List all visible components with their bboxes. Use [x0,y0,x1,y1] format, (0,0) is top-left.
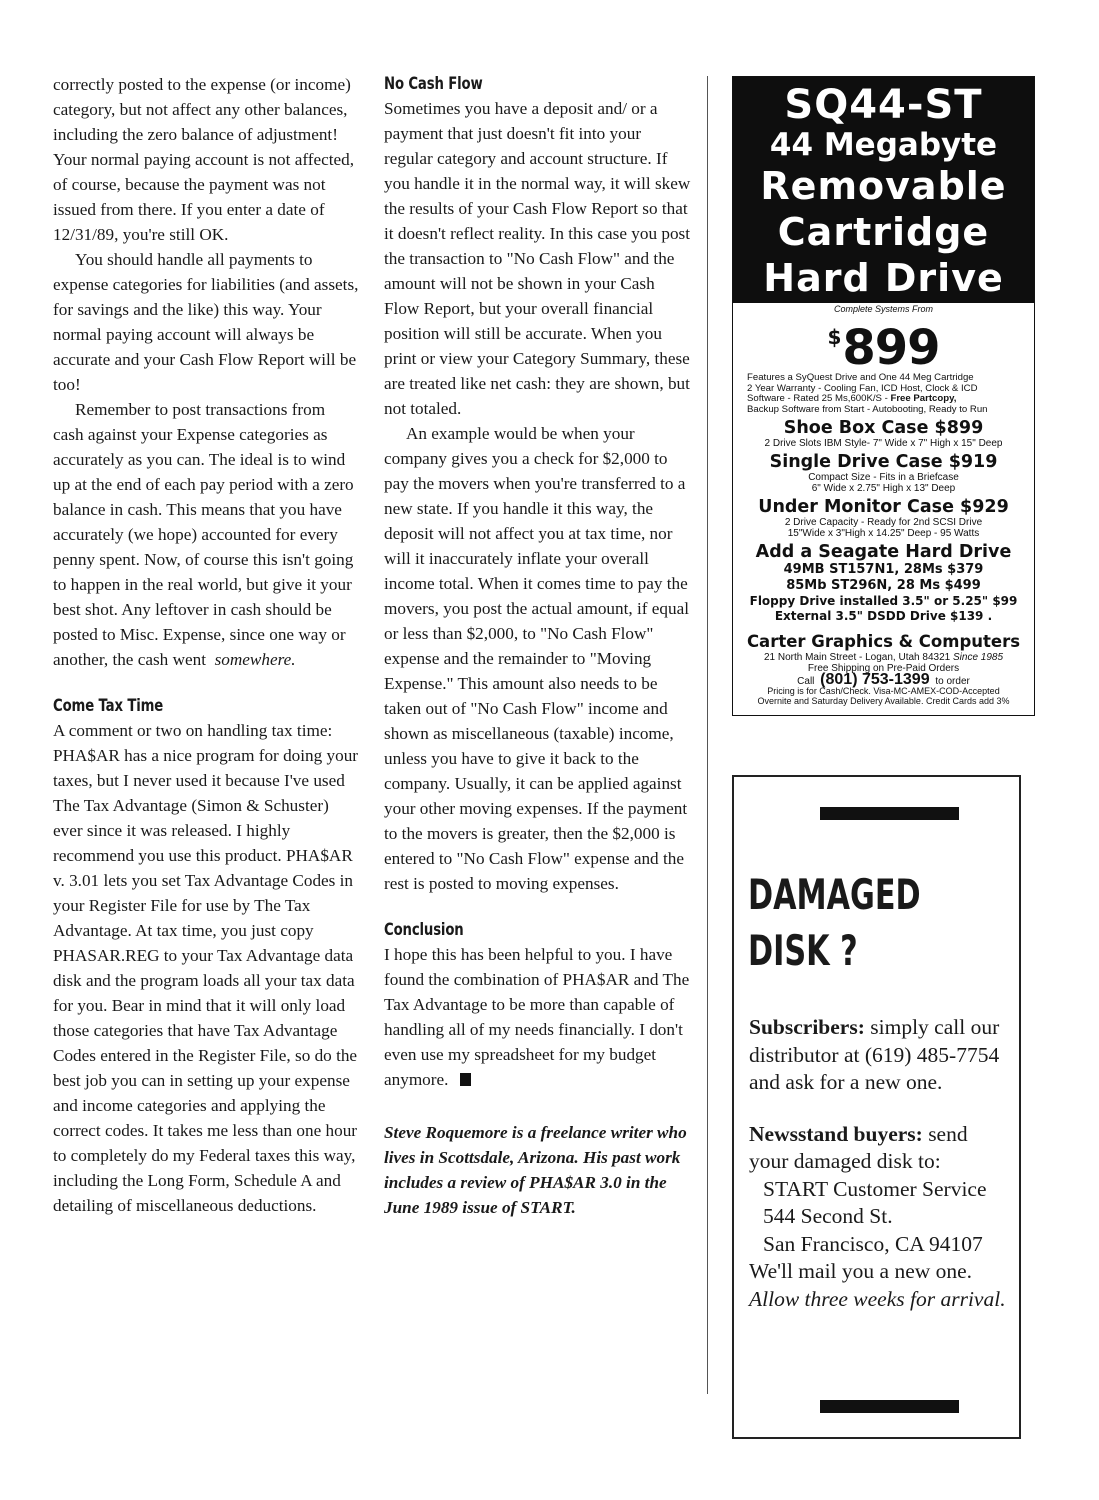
fine-print: Overnite and Saturday Delivery Available. Credit Cards add 3% [757,695,1010,706]
address-line: 544 Second St. [763,1204,893,1228]
hard-drive-advertisement [732,76,1035,716]
ad-title: Cartridge [777,210,990,254]
ad-title: 44 Megabyte [769,127,998,163]
paragraph: An example would be when your company gives you a check for $2,000 to pay the movers when you're transferred to a new state. If you handle it this way, the deposit will not affect you at tax time, nor will it inaccurately inflate your overall income total. When it comes time to pay the movers, you post the actual amount, if equal or less than $2,000, to "No Cash Flow" expense and the remainder to "Moving Expense." This amount also needs to be taken out of "No Cash Flow" income and shown as miscellaneous (taxable) income, unless you have to give it back to the company. Usually, it can be applied against your other moving expenses. If the payment to the movers is greater, then the $2,000 is entered to "No Cash Flow" expense and the rest is posted to moving expenses. [384,424,690,893]
section-heading: Conclusion [384,920,464,940]
product-name: Add a Seagate Hard Drive [755,542,1012,562]
ad-title: SQ44-ST [784,82,983,128]
notice-title: DAMAGED DISK ? [748,870,921,975]
price: $899 [827,320,940,376]
section-heading: No Cash Flow [384,74,483,94]
product-name: Shoe Box Case $899 [783,418,984,438]
notice-text: Subscribers: simply call our distributor at (619) 485-7754 and ask for a new one. Newsstand buyers: send your damaged disk to: START Customer Service 544 Second St. San Francisco, CA 94107 We'll mail you a new one. Allow three weeks for arrival. [749,1014,1011,1313]
product-desc: Compact Size - Fits in a Briefcase [808,472,959,483]
product-desc: 6" Wide x 2.75" High x 13" Deep [811,483,956,494]
emphasis-text: somewhere. [214,650,296,669]
damaged-disk-notice [732,775,1021,1439]
column-divider [707,76,708,1394]
paragraph: You should handle all payments to expense categories for liabilities (and assets, for savings and the like) this way. Your normal paying account will always be accurate and your Cash Flow Report will be too! [53,250,359,394]
fine-print: Pricing is for Cash/Check. Visa-MC-AMEX-COD-Accepted [767,686,1000,696]
decorative-bar [820,807,959,820]
ad-title: Hard Drive [763,256,1004,300]
address-line: San Francisco, CA 94107 [763,1231,983,1256]
paragraph: I hope this has been helpful to you. I have found the combination of PHA$AR and The Tax Advantage to be more than capable of handling all of my needs financially. I don't even use my spreadsheet for my budget anymore. [384,945,690,1089]
section-heading: Come Tax Time [53,696,164,716]
product-desc: 15"Wide x 3"High x 14.25" Deep - 95 Watts [787,528,980,539]
product-option: 85Mb ST296N, 28 Ms $499 [786,578,981,593]
price-caption: Complete Systems From [833,304,934,314]
end-mark-icon [460,1073,471,1086]
address-line: START Customer Service [763,1176,987,1201]
company-address: 21 North Main Street - Logan, Utah 84321 Since 1985 [763,652,1004,663]
paragraph: Remember to post transactions from cash against your Expense categories as accurately as you can. The ideal is to wind up at the end of each pay period with a zero balance in cash. This means that you have accurately (we hope) accounted for every penny spent. Now, of course this isn't going to happen in the real world, but give it your best shot. Any leftover in cash should be posted to Misc. Expense, since one way or another, the cash went somewhere. [53,400,354,669]
article-column-1 [53,72,359,1218]
product-option: External 3.5" DSDD Drive $139 . [774,609,993,623]
product-desc: 2 Drive Slots IBM Style- 7" Wide x 7" High x 15" Deep [764,438,1003,449]
paragraph: correctly posted to the expense (or income) category, but not affect any other balances, including the zero balance of adjustment! Your normal paying account is not affected, of course, because the payment was not issued from there. If you enter a date of 12/31/89, you're still OK. [53,75,355,244]
decorative-bar [820,1400,959,1413]
ad-body [733,304,1034,706]
article-column-2 [384,72,694,1220]
product-option: Floppy Drive installed 3.5" or 5.25" $99 [749,594,1018,608]
shipping-note: Free Shipping on Pre-Paid Orders [807,663,960,674]
ad-title: Removable [760,164,1007,208]
product-option: 49MB ST157N1, 28Ms $379 [783,562,984,577]
feature-list: Features a SyQuest Drive and One 44 Meg Cartridge 2 Year Warranty - Cooling Fan, ICD Host, Clock & ICD Software - Rated 25 Ms,600K/S - Free Partcopy, Backup Software from Start - Autobooting, Ready to Run [747,372,988,415]
product-name: Under Monitor Case $929 [758,497,1009,517]
order-phone: Call (801) 753-1399 to order [797,671,970,688]
product-desc: 2 Drive Capacity - Ready for 2nd SCSI Drive [784,517,983,528]
author-bio: Steve Roquemore is a freelance writer who lives in Scottsdale, Arizona. His past work includes a review of PHA$AR 3.0 in the June 1989 issue of START. [384,1123,687,1217]
paragraph: A comment or two on handling tax time: PHA$AR has a nice program for doing your taxes, but I never used it because I've used The Tax Advantage (Simon & Schuster) ever since it was released. I highly recommend you use this product. PHA$AR v. 3.01 lets you set Tax Advantage Codes in your Register File for use by The Tax Advantage. At tax time, you just copy PHASAR.REG to your Tax Advantage data disk and the program loads all your tax data for you. Bear in mind that it will only load those categories that have Tax Advantage Codes entered in the Register File, so do the best job you can in setting up your expense and income categories and applying the correct codes. It takes me less than one hour to completely do my Federal taxes this way, including the Long Form, Schedule A and detailing of miscellaneous deductions. [53,721,359,1215]
product-name: Single Drive Case $919 [769,452,998,472]
paragraph: Sometimes you have a deposit and/ or a payment that just doesn't fit into your regular category and account structure. If you handle it in the normal way, it will skew the results of your Cash Flow Report so that it doesn't reflect reality. In this case you post the transaction to "No Cash Flow" and the amount will not be shown in your Cash Flow Report, but your overall financial position will still be accurate. When you print or view your Category Summary, these are treated like net cash: they are shown, but not totaled. [384,99,691,418]
ad-headline-block [733,77,1034,303]
company-name: Carter Graphics & Computers [746,632,1021,651]
